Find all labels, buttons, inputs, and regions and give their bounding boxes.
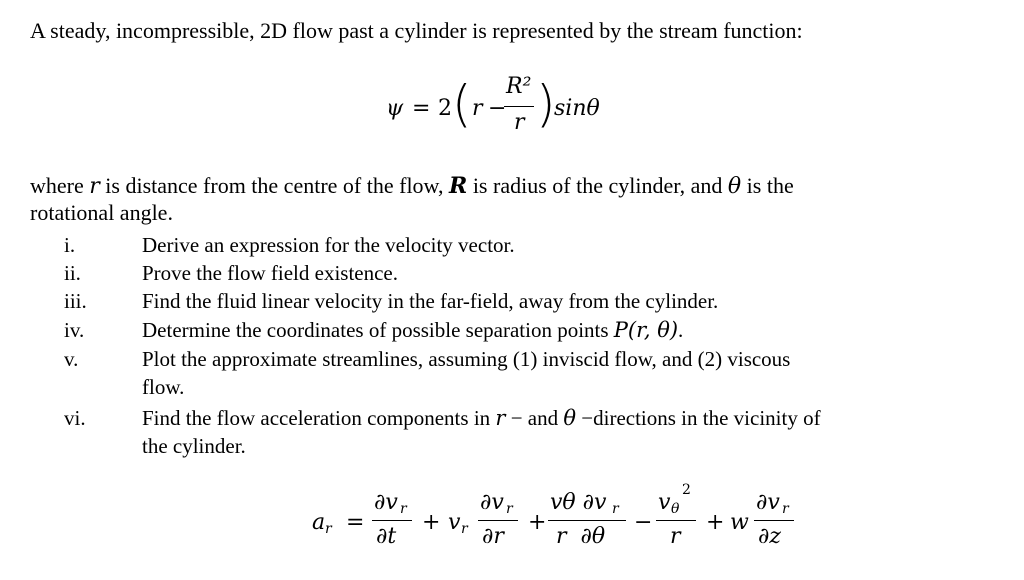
- text: where: [30, 173, 90, 198]
- item-number: vi.: [64, 406, 86, 430]
- R-symbol: R: [449, 173, 468, 199]
- item-text: [142, 316, 683, 344]
- t3-denominator: r ∂θ: [556, 524, 606, 549]
- theta-symbol: θ: [563, 406, 577, 430]
- r-symbol: r: [89, 174, 100, 199]
- fraction-denominator: r: [514, 110, 525, 135]
- v-subscript: r: [461, 521, 468, 537]
- item-text: Find the fluid linear velocity in the far-field, away from the cylinder.: [142, 289, 719, 313]
- text: − and: [505, 406, 564, 430]
- item-text: Plot the approximate streamlines, assuming (1) inviscid flow, and (2) viscous: [142, 347, 791, 371]
- t1-numerator: ∂v: [374, 490, 398, 515]
- t2-denominator: ∂r: [482, 524, 504, 549]
- t3-numerator: vθ ∂v: [550, 490, 607, 515]
- coefficient: 2: [438, 96, 452, 121]
- t2-num-sub: r: [506, 501, 513, 517]
- t5-fraction-bar: [754, 520, 794, 521]
- intro-text: A steady, incompressible, 2D flow past a cylinder is represented by the stream function:: [30, 18, 803, 43]
- fraction-numerator: R²: [506, 74, 532, 99]
- left-paren: (: [452, 75, 472, 133]
- t4-denominator: r: [670, 524, 681, 549]
- t5-denominator: ∂z: [758, 524, 781, 549]
- text: is the: [741, 173, 794, 198]
- t4-numerator: v: [658, 490, 671, 515]
- r-symbol: r: [495, 406, 506, 430]
- t4-fraction-bar: [656, 520, 696, 521]
- item-text: Prove the flow field existence.: [142, 261, 398, 285]
- text: −directions in the vicinity of: [576, 406, 821, 430]
- definition-line-2: rotational angle.: [30, 200, 173, 225]
- definition-line-1: [30, 173, 794, 200]
- text: .: [678, 318, 684, 342]
- t3-fraction-bar: [548, 520, 626, 521]
- t1-fraction-bar: [372, 520, 412, 521]
- w-symbol: w: [730, 510, 749, 535]
- text: is distance from the centre of the flow,: [99, 173, 450, 198]
- equals-sign: =: [412, 96, 431, 121]
- item-number: iv.: [64, 318, 85, 342]
- t1-denominator: ∂t: [376, 524, 397, 549]
- item-text-continued: the cylinder.: [142, 434, 246, 458]
- item-number: v.: [64, 347, 79, 371]
- plus-sign: +: [422, 510, 441, 535]
- text: Determine the coordinates of possible separation points: [142, 318, 614, 342]
- text: Find the flow acceleration components in: [142, 406, 496, 430]
- item-number: iii.: [64, 289, 87, 313]
- t2-fraction-bar: [478, 520, 518, 521]
- a-symbol: a: [312, 510, 326, 535]
- t4-superscript: 2: [682, 482, 691, 498]
- sin-theta: sinθ: [554, 96, 600, 121]
- t3-num-sub: r: [612, 501, 619, 517]
- item-number: i.: [64, 233, 76, 257]
- t4-num-sub: θ: [671, 501, 680, 517]
- item-text-continued: flow.: [142, 375, 185, 399]
- point-notation: P(r, θ): [613, 318, 679, 342]
- t5-num-sub: r: [782, 501, 789, 517]
- a-subscript: r: [325, 521, 332, 537]
- item-text: Derive an expression for the velocity vector.: [142, 233, 515, 257]
- v-symbol: v: [448, 510, 461, 535]
- r-variable: r: [472, 96, 483, 121]
- item-number: ii.: [64, 261, 81, 285]
- t2-numerator: ∂v: [480, 490, 504, 515]
- theta-symbol: θ: [727, 174, 742, 199]
- plus-sign: +: [528, 510, 547, 535]
- t1-num-sub: r: [400, 501, 407, 517]
- t5-numerator: ∂v: [756, 490, 780, 515]
- right-paren: ): [536, 75, 556, 133]
- equals-sign: =: [346, 510, 365, 535]
- minus-sign: −: [634, 510, 653, 535]
- item-text: [142, 404, 821, 432]
- stream-function-equation: [386, 72, 616, 142]
- plus-sign: +: [706, 510, 725, 535]
- acceleration-equation: [312, 482, 812, 556]
- text: is radius of the cylinder, and: [467, 173, 728, 198]
- psi-symbol: ψ: [386, 96, 404, 121]
- fraction-bar: [504, 106, 534, 107]
- minus-sign: −: [488, 96, 507, 121]
